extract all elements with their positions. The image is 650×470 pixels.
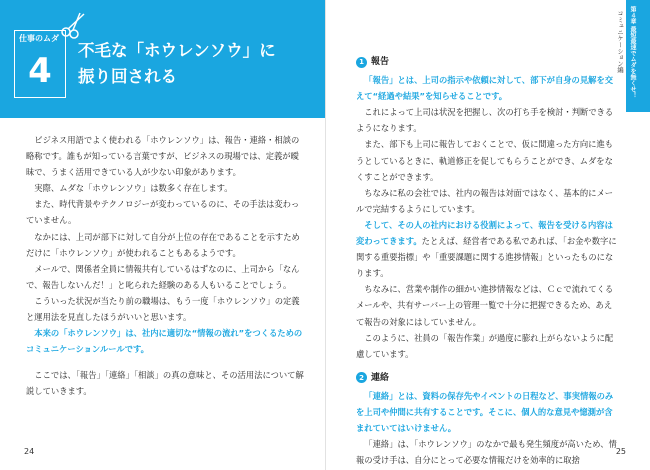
right-body-text [356, 54, 620, 468]
side-tab-text: 第４章 最短最速でムダを無くせ！ [629, 6, 636, 99]
paragraph: このように、社員の「報告作業」が過度に膨れ上がらないように配慮しています。 [356, 332, 614, 359]
chapter-title [78, 38, 318, 90]
paragraph: ビジネス用語でよく使われる「ホウレンソウ」は、報告・連絡・相談の略称です。誰もが知っている言葉ですが、ビジネスの現場では、定義が曖昧で、うまく活用できている人が少ない印象があります。 [26, 135, 300, 178]
paragraph: ちなみに私の会社では、社内の報告は対面ではなく、基本的にメールで完結するようにしています。 [356, 187, 614, 214]
section-title: 連絡 [371, 372, 390, 383]
paragraph: また、時代背景やテクノロジーが変わっているのに、その手法は変わっていません。 [26, 199, 300, 226]
inline-text: たとえば、経営者である私であれば、「お金や数字に関する重要指標」や「重要課題に関する進捗情報」といったものになります。 [356, 236, 617, 279]
paragraph: 実際、ムダな「ホウレンソウ」は数多く存在します。 [34, 183, 233, 194]
inline-highlight: そして、その人の社内における役割によって、報告を受ける内容は変わってきます。 [356, 219, 613, 247]
page-number-left: 24 [24, 447, 35, 456]
highlight-paragraph: 「連絡」とは、資料の保存先やイベントの日程など、事実情報のみを上司や仲間に共有することです。そこに、個人的な意見や憶測が含まれていてはいけません。 [356, 390, 614, 434]
left-body-text [26, 132, 304, 400]
title-line-2: 振り回される [78, 67, 177, 86]
paragraph: こういった状況が当たり前の職場は、もう一度「ホウレンソウ」の定義と運用法を見直したほうがいいと思います。 [26, 295, 300, 323]
right-page [325, 0, 650, 470]
section-title: 報告 [371, 57, 390, 67]
section-heading-contact [356, 370, 620, 386]
paragraph: また、部下も上司に報告しておくことで、仮に間違った方向に進もうとしているときに、軌道修正を促してもらうことができ、ムダをなくすことができます。 [356, 139, 614, 182]
paragraph: なかには、上司が部下に対して自分が上位の存在であることを示すためだけに「ホウレンソウ」が使われることもあるようです。 [26, 231, 300, 258]
highlight-paragraph: 本来の「ホウレンソウ」は、社内に適切な“情報の流れ”をつくるためのコミュニケーションルールです。 [26, 328, 303, 355]
paragraph: ちなみに、営業や制作の細かい進捗情報などは、Ｃｃで流れてくるメールや、共有サーバー上の管理一覧で十分に把握できるため、あえて報告の対象にはしていません。 [356, 284, 614, 327]
paragraph: これによって上司は状況を把握し、次の打ち手を検討・判断できるようになります。 [356, 107, 614, 134]
section-number: 1 [356, 57, 367, 68]
paragraph: 「連絡」は、「ホウレンソウ」のなかで最も発生頻度が高いため、情報の受け手は、自分にとって必要な情報だけを効率的に取捨 [356, 439, 617, 466]
section-heading-report [356, 54, 620, 70]
chapter-number: 4 [28, 51, 52, 91]
highlight-paragraph: 「報告」とは、上司の指示や依頼に対して、部下が自身の見解を交えて“経過や結果”を知らせることです。 [356, 75, 614, 102]
scissors-icon [58, 10, 88, 40]
chapter-badge [14, 30, 66, 98]
section-number: 2 [356, 372, 367, 383]
side-caption: コミュニケーション編 [616, 10, 623, 73]
paragraph: メールで、関係者全員に情報共有しているはずなのに、上司から「なんで、報告しないんだ！」と叱られた経験のある人もいることでしょう。 [26, 263, 300, 290]
page-number-right: 25 [615, 447, 626, 456]
badge-label: 仕事のムダ [19, 34, 59, 43]
paragraph-with-highlight [356, 217, 620, 281]
title-line-1: 不毛な「ホウレンソウ」に [78, 41, 276, 60]
chapter-side-tab [626, 0, 650, 112]
closing-paragraph: ここでは、「報告」「連絡」「相談」の真の意味と、その活用法について解説していきます。 [26, 370, 304, 397]
chapter-header [0, 0, 325, 118]
